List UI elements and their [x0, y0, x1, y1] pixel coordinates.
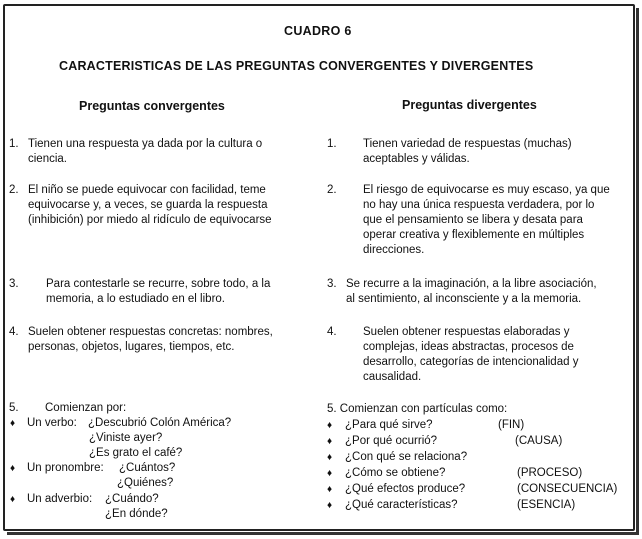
- left-item-number: 4.: [9, 326, 19, 338]
- text-line: no hay una única respuesta verdadera, por lo: [363, 199, 595, 211]
- left-item-number: 2.: [9, 184, 19, 196]
- text-line: Suelen obtener respuestas concretas: nombres,: [28, 326, 273, 338]
- left-item-number: 3.: [9, 278, 19, 290]
- example-question: ¿Viniste ayer?: [89, 432, 163, 444]
- text-line: equivocarse y, a veces, se guarda la respuesta: [28, 199, 268, 211]
- text-line: Tienen una respuesta ya dada por la cultura o: [28, 138, 263, 150]
- text-line: aceptables y válidas.: [363, 153, 470, 165]
- particle-tag: (CONSECUENCIA): [517, 483, 618, 495]
- diamond-bullet-icon: ♦: [10, 463, 16, 474]
- text-line: Para contestarle se recurre, sobre todo, a la: [46, 278, 271, 290]
- text-line: direcciones.: [363, 244, 425, 256]
- right-item-number: 4.: [327, 326, 337, 338]
- text-line: personas, objetos, lugares, tiempos, etc.: [28, 341, 235, 353]
- left-item-number: 1.: [9, 138, 19, 150]
- text-line: (inhibición) por miedo al ridículo de equivocarse: [28, 214, 272, 226]
- left-item-text: [28, 183, 320, 228]
- particle-tag: (ESENCIA): [517, 499, 576, 511]
- text-line: Suelen obtener respuestas elaboradas y: [363, 326, 570, 338]
- text-line: El riesgo de equivocarse es muy escaso, ya que: [363, 184, 610, 196]
- example-question: ¿Descubrió Colón América?: [88, 417, 232, 429]
- diamond-bullet-icon: ♦: [10, 494, 16, 505]
- particle-question: ¿Cómo se obtiene?: [345, 467, 446, 479]
- table-title: CUADRO 6: [284, 24, 352, 38]
- right-item-number: 1.: [327, 138, 337, 150]
- right-item-number: 3.: [327, 278, 337, 290]
- column-header-convergentes: Preguntas convergentes: [79, 99, 225, 113]
- right-item-text: [363, 325, 635, 385]
- particle-tag: (FIN): [498, 419, 525, 431]
- right-item-text: [363, 183, 635, 258]
- diamond-bullet-icon: ♦: [10, 418, 16, 429]
- right-item-intro: 5. Comienzan con partículas como:: [327, 403, 508, 415]
- particle-question: ¿Por qué ocurrió?: [345, 435, 438, 447]
- left-item-text: [28, 325, 320, 355]
- particle-question: ¿Con qué se relaciona?: [345, 451, 468, 463]
- example-question: ¿Cuántos?: [119, 462, 176, 474]
- particle-question: ¿Para qué sirve?: [345, 419, 433, 431]
- diamond-bullet-icon: ♦: [327, 420, 333, 431]
- text-line: complejas, ideas abstractas, procesos de: [363, 341, 574, 353]
- diamond-bullet-icon: ♦: [327, 500, 333, 511]
- text-line: ciencia.: [28, 153, 67, 165]
- diamond-bullet-icon: ♦: [327, 452, 333, 463]
- diamond-bullet-icon: ♦: [327, 436, 333, 447]
- text-line: Tienen variedad de respuestas (muchas): [363, 138, 572, 150]
- group-label: Un pronombre:: [27, 462, 104, 474]
- column-header-divergentes: Preguntas divergentes: [402, 98, 537, 112]
- example-question: ¿En dónde?: [105, 508, 168, 520]
- text-line: memoria, a lo estudiado en el libro.: [46, 293, 225, 305]
- left-item-text: [46, 277, 320, 307]
- group-label: Un adverbio:: [27, 493, 93, 505]
- left-item-text: [28, 137, 320, 167]
- particle-tag: (CAUSA): [515, 435, 563, 447]
- right-item-text: [346, 277, 635, 307]
- diamond-bullet-icon: ♦: [327, 484, 333, 495]
- text-line: causalidad.: [363, 371, 422, 383]
- left-item-intro: Comienzan por:: [45, 402, 127, 414]
- left-item-number: 5.: [9, 402, 19, 414]
- right-item-text: [363, 137, 635, 167]
- particle-question: ¿Qué efectos produce?: [345, 483, 466, 495]
- text-line: que el pensamiento se libera y desata para: [363, 214, 583, 226]
- right-item-number: 2.: [327, 184, 337, 196]
- diamond-bullet-icon: ♦: [327, 468, 333, 479]
- text-line: El niño se puede equivocar con facilidad, teme: [28, 184, 266, 196]
- example-question: ¿Cuándo?: [105, 493, 159, 505]
- text-line: operar creativa y flexiblemente en múltiples: [363, 229, 585, 241]
- example-question: ¿Es grato el café?: [89, 447, 183, 459]
- particle-question: ¿Qué características?: [345, 499, 458, 511]
- table-subtitle: CARACTERISTICAS DE LAS PREGUNTAS CONVERGENTES Y DIVERGENTES: [59, 59, 534, 73]
- text-line: Se recurre a la imaginación, a la libre asociación,: [346, 278, 597, 290]
- example-question: ¿Quiénes?: [117, 477, 174, 489]
- text-line: al sentimiento, al inconsciente y a la memoria.: [346, 293, 582, 305]
- text-line: desarrollo, categorías de intencionalidad y: [363, 356, 579, 368]
- group-label: Un verbo:: [27, 417, 77, 429]
- particle-tag: (PROCESO): [517, 467, 583, 479]
